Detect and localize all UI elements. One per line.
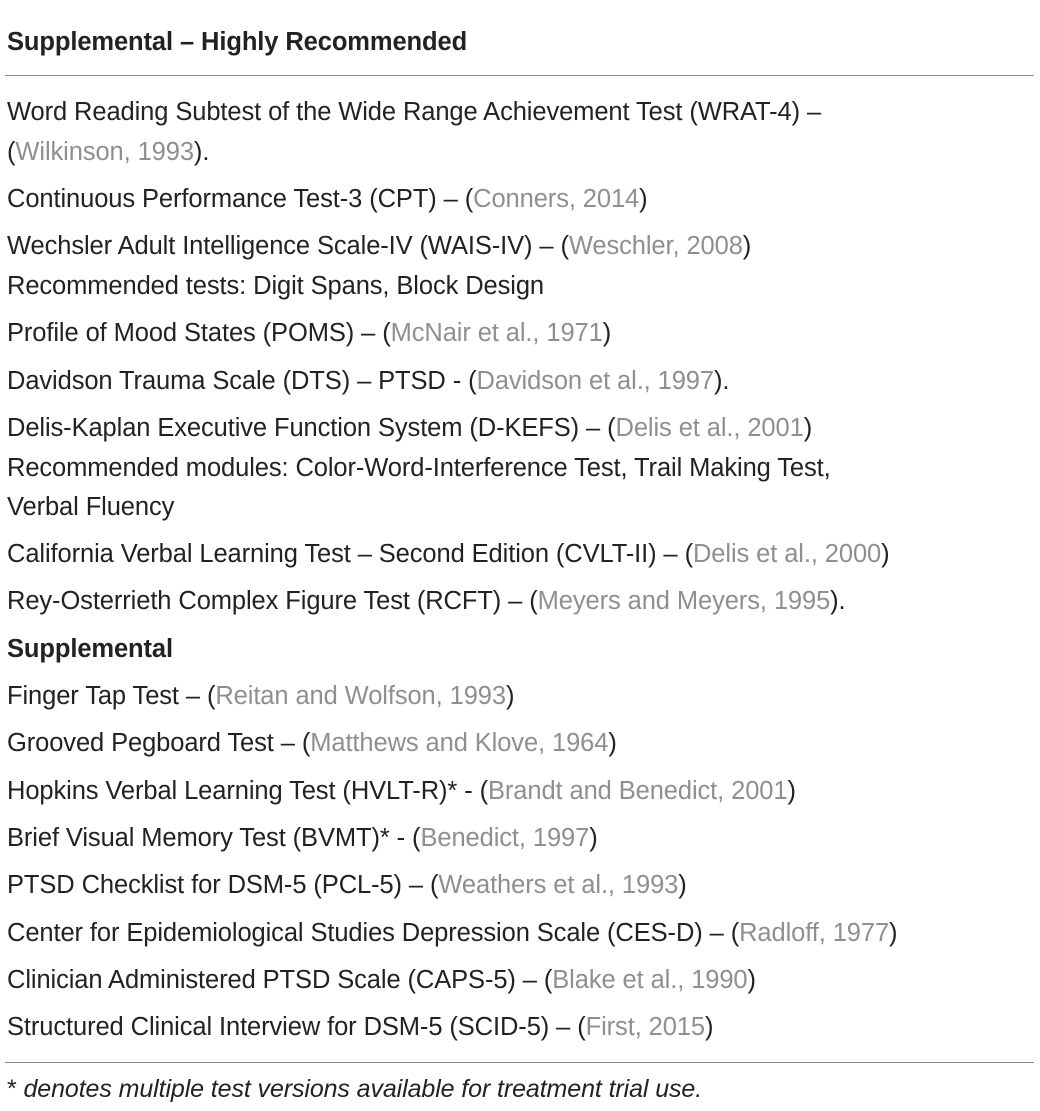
table-row: Delis-Kaplan Executive Function System (D-KEFS) – (Delis et al., 2001) <box>7 414 813 442</box>
citation-link[interactable]: Conners, 2014 <box>473 185 640 213</box>
table-row: Finger Tap Test – (Reitan and Wolfson, 1993) <box>7 682 515 710</box>
citation-link[interactable]: Delis et al., 2000 <box>692 540 882 568</box>
table-row: PTSD Checklist for DSM-5 (PCL-5) – (Weathers et al., 1993) <box>7 871 687 899</box>
citation-link[interactable]: Davidson et al., 1997 <box>476 367 714 395</box>
citation-link[interactable]: Meyers and Meyers, 1995 <box>537 587 831 615</box>
table-row: Verbal Fluency <box>7 493 175 521</box>
footnote-marker: * <box>7 1075 17 1103</box>
footnote-text: denotes multiple test versions available for treatment trial use. <box>23 1075 703 1103</box>
table-row: Clinician Administered PTSD Scale (CAPS-5) – (Blake et al., 1990) <box>7 966 756 994</box>
citation-link[interactable]: Brandt and Benedict, 2001 <box>487 777 788 805</box>
citation-link[interactable]: Weathers et al., 1993 <box>438 871 679 899</box>
header-divider <box>5 75 1034 76</box>
table-row: Recommended tests: Digit Spans, Block Design <box>7 272 545 300</box>
citation-link[interactable]: Delis et al., 2001 <box>615 414 804 442</box>
table-row: Hopkins Verbal Learning Test (HVLT-R)* - (Brandt and Benedict, 2001) <box>7 777 796 805</box>
table-row: Structured Clinical Interview for DSM-5 (SCID-5) – (First, 2015) <box>7 1013 714 1041</box>
citation-link[interactable]: First, 2015 <box>585 1013 705 1041</box>
citation-link[interactable]: Benedict, 1997 <box>420 824 590 852</box>
table-row: Word Reading Subtest of the Wide Range Achievement Test (WRAT-4) – <box>7 98 822 126</box>
table-header: Supplemental – Highly Recommended <box>7 28 468 56</box>
citation-link[interactable]: Wilkinson, 1993 <box>15 138 194 166</box>
table-row: Grooved Pegboard Test – (Matthews and Klove, 1964) <box>7 729 617 757</box>
citation-link[interactable]: McNair et al., 1971 <box>390 319 603 347</box>
citation-link[interactable]: Weschler, 2008 <box>568 232 743 260</box>
table-row: (Wilkinson, 1993). <box>7 138 210 166</box>
table-row: Recommended modules: Color-Word-Interference Test, Trail Making Test, <box>7 454 831 482</box>
citation-link[interactable]: Radloff, 1977 <box>739 919 890 947</box>
table-footnote <box>7 1074 702 1104</box>
table-row: Rey-Osterrieth Complex Figure Test (RCFT) – (Meyers and Meyers, 1995). <box>7 587 846 615</box>
table-row: Center for Epidemiological Studies Depression Scale (CES-D) – (Radloff, 1977) <box>7 919 898 947</box>
table-row: California Verbal Learning Test – Second Edition (CVLT-II) – (Delis et al., 2000) <box>7 540 890 568</box>
section-header-supplemental: Supplemental <box>7 635 173 663</box>
table-row: Profile of Mood States (POMS) – (McNair et al., 1971) <box>7 319 612 347</box>
footer-divider <box>5 1062 1034 1063</box>
table-row: Davidson Trauma Scale (DTS) – PTSD - (Davidson et al., 1997). <box>7 367 730 395</box>
citation-link[interactable]: Blake et al., 1990 <box>552 966 748 994</box>
table-row: Continuous Performance Test-3 (CPT) – (Conners, 2014) <box>7 185 648 213</box>
citation-link[interactable]: Matthews and Klove, 1964 <box>310 729 609 757</box>
table-row: Brief Visual Memory Test (BVMT)* - (Benedict, 1997) <box>7 824 598 852</box>
citation-link[interactable]: Reitan and Wolfson, 1993 <box>215 682 506 710</box>
table-row: Wechsler Adult Intelligence Scale-IV (WAIS-IV) – (Weschler, 2008) <box>7 232 752 260</box>
